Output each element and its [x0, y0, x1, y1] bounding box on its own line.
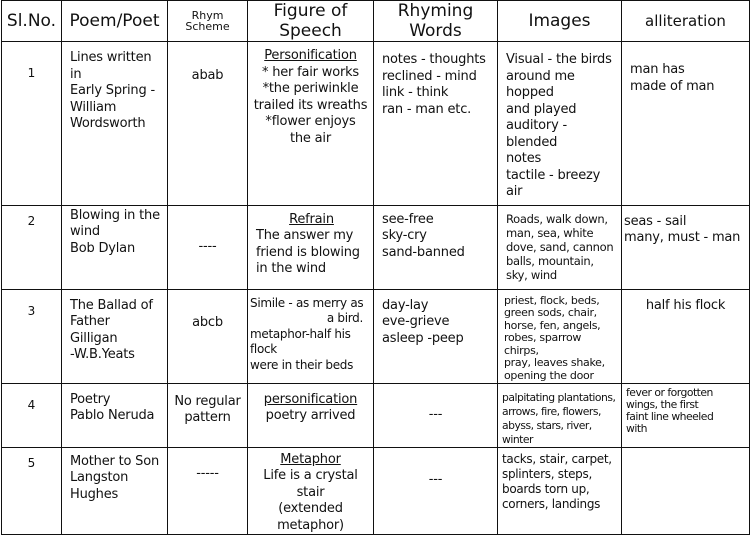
figure-title: Refrain — [289, 211, 334, 227]
header-alliteration: alliteration — [622, 1, 750, 42]
sl-no-cell: 4 — [2, 383, 62, 447]
header-rhyming-words: Rhyming Words — [374, 1, 498, 42]
header-sl-no: Sl.No. — [2, 1, 62, 42]
alliteration-cell: fever or forgotten wings, the first faint line wheeled with — [622, 383, 750, 447]
rhyming-cell: see-free sky-cry sand-banned — [374, 205, 498, 289]
figure-title: Personification — [264, 48, 357, 63]
figure-cell: Simile - as merry as a bird. metaphor-half his flock were in their beds — [248, 289, 374, 383]
header-images: Images — [498, 1, 622, 42]
table-row — [2, 42, 750, 206]
images-cell: palpitating plantations, arrows, fire, flowers, abyss, stars, river, winter — [498, 383, 622, 447]
poetry-analysis-table — [1, 0, 750, 535]
figure-cell: personification poetry arrived — [248, 383, 374, 447]
header-figure-of-speech: Figure of Speech — [248, 1, 374, 42]
alliteration-cell: man has made of man — [622, 42, 750, 206]
rhyming-cell: --- — [374, 383, 498, 447]
rhyme-scheme-cell: abcb — [168, 289, 248, 383]
header-row — [2, 1, 750, 42]
alliteration-cell: seas - sail many, must - man — [622, 205, 750, 289]
images-cell: Roads, walk down, man, sea, white dove, sand, cannon balls, mountain, sky, wind — [498, 205, 622, 289]
header-rhyme-scheme: Rhym Scheme — [168, 1, 248, 42]
figure-cell: Personification * her fair works *the periwinkle trailed its wreaths *flower enjoys the air — [248, 42, 374, 206]
sl-no-cell: 1 — [2, 42, 62, 206]
sl-no-cell: 5 — [2, 447, 62, 535]
images-cell: tacks, stair, carpet, splinters, steps, boards torn up, corners, landings — [498, 447, 622, 535]
sl-no-cell: 2 — [2, 205, 62, 289]
poem-cell: Lines written in Early Spring - William Wordsworth — [62, 42, 168, 206]
figure-cell: Metaphor Life is a crystal stair (extended metaphor) — [248, 447, 374, 535]
figure-cell: Refrain The answer my friend is blowing in the wind — [248, 205, 374, 289]
table-row — [2, 205, 750, 289]
poem-cell: Blowing in the wind Bob Dylan — [62, 205, 168, 289]
rhyme-scheme-cell: No regular pattern — [168, 383, 248, 447]
rhyming-cell: notes - thoughts reclined - mind link - think ran - man etc. — [374, 42, 498, 206]
poem-cell: Poetry Pablo Neruda — [62, 383, 168, 447]
figure-title: Metaphor — [280, 451, 341, 467]
alliteration-cell: half his flock — [622, 289, 750, 383]
images-cell: Visual - the birds around me hopped and played auditory - blended notes tactile - breezy air — [498, 42, 622, 206]
poem-cell: The Ballad of Father Gilligan -W.B.Yeats — [62, 289, 168, 383]
figure-title: personification — [263, 391, 358, 407]
rhyming-cell: --- — [374, 447, 498, 535]
images-cell: priest, flock, beds, green sods, chair, horse, fen, angels, robes, sparrow chirps, pray, leaves shake, opening the door — [498, 289, 622, 383]
table-row — [2, 447, 750, 535]
poem-cell: Mother to Son Langston Hughes — [62, 447, 168, 535]
alliteration-cell — [622, 447, 750, 535]
sl-no-cell: 3 — [2, 289, 62, 383]
rhyme-scheme-cell: ----- — [168, 447, 248, 535]
table-row — [2, 383, 750, 447]
rhyme-scheme-cell: ---- — [168, 205, 248, 289]
table-row — [2, 289, 750, 383]
header-poem-poet: Poem/Poet — [62, 1, 168, 42]
rhyme-scheme-cell: abab — [168, 42, 248, 206]
rhyming-cell: day-lay eve-grieve asleep -peep — [374, 289, 498, 383]
